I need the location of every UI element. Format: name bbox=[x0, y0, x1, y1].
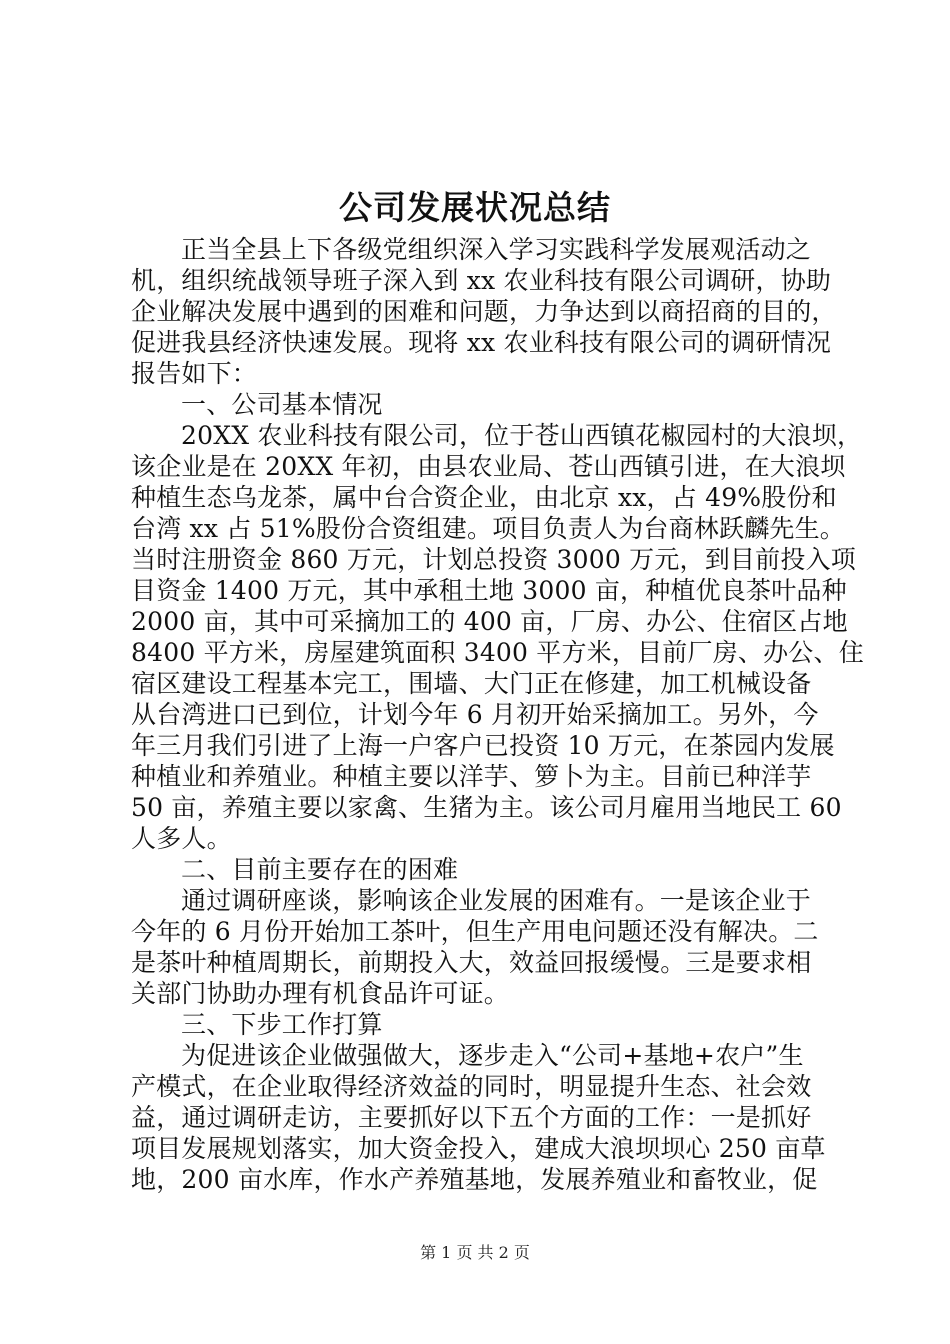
body-line: 地，200 亩水库，作水产养殖基地，发展养殖业和畜牧业，促 bbox=[131, 1165, 818, 1194]
body-line: 是茶叶种植周期长，前期投入大，效益回报缓慢。三是要求相 bbox=[131, 948, 812, 977]
body-line: 台湾 xx 占 51%股份合资组建。项目负责人为台商林跃麟先生。 bbox=[131, 514, 846, 543]
body-line: 该企业是在 20XX 年初，由县农业局、苍山西镇引进，在大浪坝 bbox=[131, 452, 846, 481]
document-title: 公司发展状况总结 bbox=[339, 188, 611, 227]
section-heading: 三、下步工作打算 bbox=[181, 1010, 383, 1039]
body-line: 50 亩，养殖主要以家禽、生猪为主。该公司月雇用当地民工 60 bbox=[131, 793, 842, 822]
body-line: 从台湾进口已到位，计划今年 6 月初开始采摘加工。另外，今 bbox=[131, 700, 819, 729]
body-line: 益，通过调研走访，主要抓好以下五个方面的工作：一是抓好 bbox=[131, 1103, 812, 1132]
body-line: 8400 平方米，房屋建筑面积 3400 平方米，目前厂房、办公、住 bbox=[131, 638, 864, 667]
body-line: 人多人。 bbox=[131, 824, 232, 853]
body-line: 产模式，在企业取得经济效益的同时，明显提升生态、社会效 bbox=[131, 1072, 812, 1101]
body-line: 种植生态乌龙茶，属中台合资企业，由北京 xx，占 49%股份和 bbox=[131, 483, 837, 512]
body-line: 当时注册资金 860 万元，计划总投资 3000 万元，到目前投入项 bbox=[131, 545, 856, 574]
body-line: 企业解决发展中遇到的困难和问题，力争达到以商招商的目的， bbox=[131, 297, 837, 326]
body-line: 2000 亩，其中可采摘加工的 400 亩，厂房、办公、住宿区占地 bbox=[131, 607, 848, 636]
section-heading: 一、公司基本情况 bbox=[181, 390, 383, 419]
section-heading: 二、目前主要存在的困难 bbox=[181, 855, 459, 884]
body-line: 目资金 1400 万元，其中承租土地 3000 亩，种植优良茶叶品种 bbox=[131, 576, 847, 605]
body-line: 今年的 6 月份开始加工茶叶，但生产用电问题还没有解决。二 bbox=[131, 917, 819, 946]
page-number-footer: 第 1 页 共 2 页 bbox=[420, 1243, 530, 1262]
body-line: 关部门协助办理有机食品许可证。 bbox=[131, 979, 510, 1008]
body-line: 促进我县经济快速发展。现将 xx 农业科技有限公司的调研情况 bbox=[131, 328, 832, 357]
body-line: 正当全县上下各级党组织深入学习实践科学发展观活动之 bbox=[181, 235, 812, 264]
body-line: 机，组织统战领导班子深入到 xx 农业科技有限公司调研，协助 bbox=[131, 266, 832, 295]
body-line: 20XX 农业科技有限公司，位于苍山西镇花椒园村的大浪坝， bbox=[181, 421, 863, 450]
body-line: 项目发展规划落实，加大资金投入，建成大浪坝坝心 250 亩草 bbox=[131, 1134, 826, 1163]
body-line: 种植业和养殖业。种植主要以洋芋、箩卜为主。目前已种洋芋 bbox=[131, 762, 812, 791]
body-line: 报告如下： bbox=[131, 359, 258, 388]
body-line: 年三月我们引进了上海一户客户已投资 10 万元，在茶园内发展 bbox=[131, 731, 835, 760]
document-body bbox=[131, 234, 864, 1195]
body-line: 为促进该企业做强做大，逐步走入“公司+基地+农户”生 bbox=[181, 1041, 804, 1070]
body-line: 通过调研座谈，影响该企业发展的困难有。一是该企业于 bbox=[181, 886, 812, 915]
body-line: 宿区建设工程基本完工，围墙、大门正在修建，加工机械设备 bbox=[131, 669, 812, 698]
